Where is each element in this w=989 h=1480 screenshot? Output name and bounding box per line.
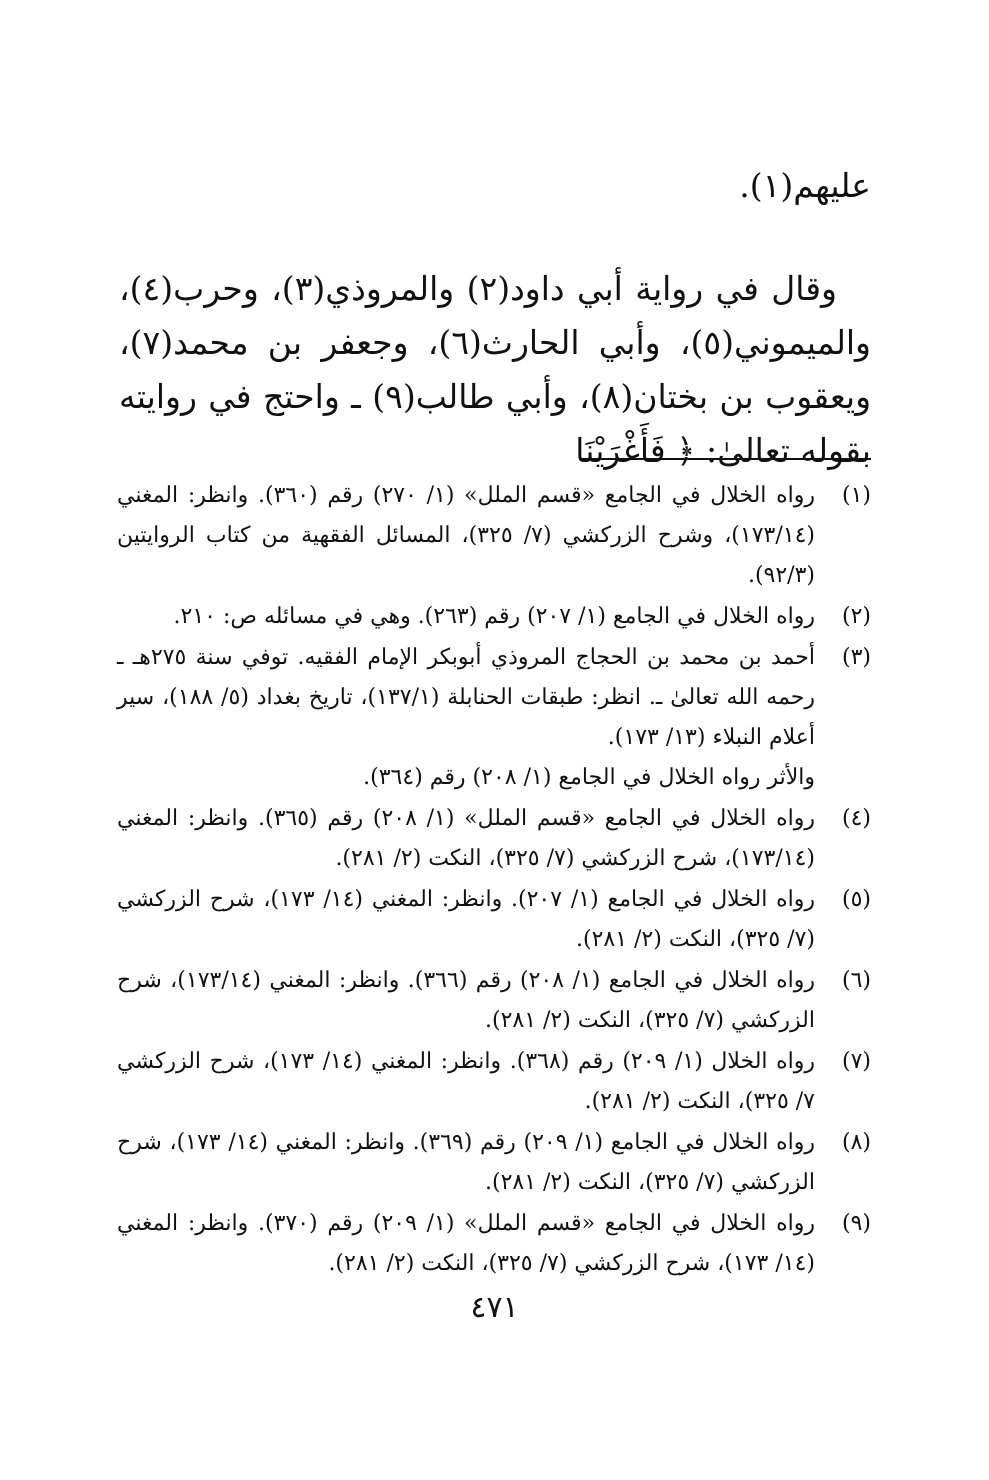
footnote-text: رواه الخلال في الجامع «قسم الملل» (١/ ٢٠٩) رقم (٣٧٠). وانظر: المغني (١٤/ ١٧٣)، شرح الزركشي (٧/ ٣٢٥)، النكت (٢/ ٢٨١). [117,1211,816,1276]
footnote [117,1042,871,1122]
footnote [117,476,871,596]
footnote [117,880,871,960]
footnote-number: (١) [841,483,871,508]
footnote [117,1204,871,1284]
footnote-extra-text: والأثر رواه الخلال في الجامع (١/ ٢٠٨) رقم (٣٦٤). [363,765,815,790]
footnote-number: (٤) [841,806,871,831]
footnote-text: رواه الخلال في الجامع (١/ ٢٠٨) رقم (٣٦٦). وانظر: المغني (١٧٣/١٤)، شرح الزركشي (٧/ ٣٢٥)، النكت (٢/ ٢٨١). [117,968,816,1033]
footnotes [117,476,871,1285]
footnote-number: (٨) [841,1130,871,1155]
footnote-text: أحمد بن محمد بن الحجاج المروذي أبوبكر الإمام الفقيه. توفي سنة ٢٧٥هـ ـ رحمه الله تعالىٰ ـ. انظر: طبقات الحنابلة (١٣٧/١)، تاريخ بغداد (٥/ ١٨٨)، سير أعلام النبلاء (١٣/ ١٧٣). [117,645,816,750]
footnote [117,961,871,1041]
footnote [117,1123,871,1203]
footnote-text: رواه الخلال في الجامع «قسم الملل» (١/ ٢٧٠) رقم (٣٦٠). وانظر: المغني (١٧٣/١٤)، وشرح الزركشي (٧/ ٣٢٥)، المسائل الفقهية من كتاب الروايتين (٩٢/٣). [117,483,816,588]
main-paragraph-text: وقال في رواية أبي داود(٢) والمروذي(٣)، وحرب(٤)، والميموني(٥)، وأبي الحارث(٦)، وجعفر بن محمد(٧)، ويعقوب بن بختان(٨)، وأبي طالب(٩) ـ واحتج في روايته بقوله تعالىٰ: ﴿ فَأَغْرَيْنَا [119,269,871,470]
footnote-text: رواه الخلال في الجامع (١/ ٢٠٩) رقم (٣٦٩). وانظر: المغني (١٤/ ١٧٣)، شرح الزركشي (٧/ ٣٢٥)، النكت (٢/ ٢٨١). [117,1130,816,1195]
footnote-separator [579,458,871,460]
footnote-text: رواه الخلال (١/ ٢٠٩) رقم (٣٦٨). وانظر: المغني (١٤/ ١٧٣)، شرح الزركشي ٧/ ٣٢٥)، النكت (٢/ ٢٨١). [117,1049,816,1114]
page-number: ٤٧١ [470,1290,519,1325]
footnote-number: (٧) [841,1049,871,1074]
footnote [117,638,871,798]
footnote-number: (٣) [841,645,871,670]
footnote [117,597,871,637]
footnote-text: رواه الخلال في الجامع (١/ ٢٠٧) رقم (٢٦٣). وهي في مسائله ص: ٢١٠. [173,604,815,629]
footnote-number: (٢) [841,604,871,629]
footnote-text: رواه الخلال في الجامع «قسم الملل» (١/ ٢٠٨) رقم (٣٦٥). وانظر: المغني (١٧٣/١٤)، شرح الزركشي (٧/ ٣٢٥)، النكت (٢/ ٢٨١). [117,806,816,871]
footnote-number: (٦) [841,968,871,993]
footnote-text: رواه الخلال في الجامع (١/ ٢٠٧). وانظر: المغني (١٤/ ١٧٣)، شرح الزركشي (٧/ ٣٢٥)، النكت (٢/ ٢٨١). [117,887,816,952]
main-paragraph [119,262,871,478]
footnote [117,799,871,879]
footnote-number: (٩) [841,1211,871,1236]
footnote-number: (٥) [841,887,871,912]
lead-line: عليهم(١). [739,166,871,205]
